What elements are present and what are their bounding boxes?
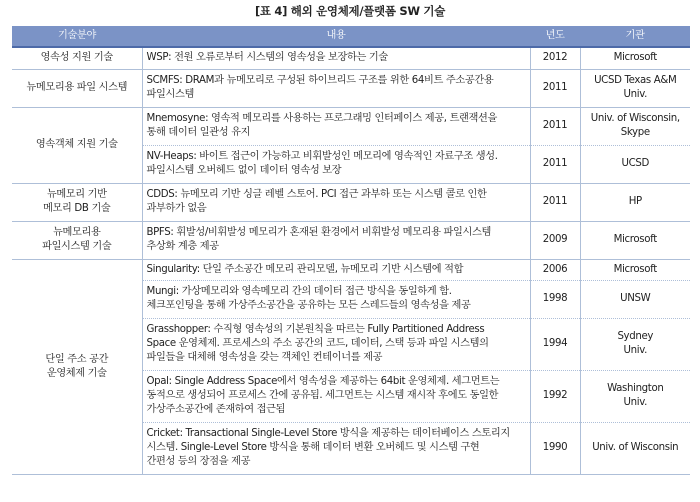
category-cell <box>12 69 142 107</box>
category-line: 뉴메모리 기반 <box>46 189 107 201</box>
content-line: CDDS: 뉴메모리 기반 싱글 레벨 스토어. PCI 접근 과부하 또는 시스템 콜로 인한 <box>146 189 487 201</box>
content-line: Grasshopper: 수직형 영속성의 기본원칙을 따르는 Fully Partitioned Address <box>146 324 485 336</box>
content-cell <box>142 259 530 280</box>
table-caption: [표 4] 해외 운영체제/플랫폼 SW 기술 <box>254 4 446 18</box>
category-cell <box>12 107 142 183</box>
content-cell <box>142 370 530 422</box>
category-line: 영속성 지원 기술 <box>40 52 113 64</box>
org-line: UNSW <box>620 293 651 305</box>
org-line: HP <box>628 196 642 208</box>
content-line: Space 운영체제. 프로세스의 주소 공간의 코드, 데이터, 스택 등과 파일 시스템의 <box>146 338 489 350</box>
content-line: Mnemosyne: 영속적 메모리를 사용하는 프로그래밍 인터페이스 제공, 트랜잭션을 <box>146 113 498 125</box>
org-cell <box>580 318 690 370</box>
header-content: 내용 <box>142 26 530 47</box>
category-line: 단일 주소 공간 <box>45 353 109 365</box>
org-cell <box>580 107 690 145</box>
content-cell <box>142 318 530 370</box>
content-line: SCMFS: DRAM과 뉴메모리로 구성된 하이브리드 구조를 위한 64비트 주소공간용 <box>146 75 494 87</box>
header-year: 년도 <box>530 26 580 47</box>
org-line: Microsoft <box>613 52 657 64</box>
table-row <box>12 259 690 280</box>
org-line: Washington <box>607 383 664 395</box>
category-cell <box>12 221 142 259</box>
content-line: NV-Heaps: 바이트 접근이 가능하고 비휘발성인 메모리에 영속적인 자료구조 생성. <box>146 151 498 163</box>
table-row <box>12 183 690 221</box>
org-line: Skype <box>620 127 650 138</box>
table-row <box>12 221 690 259</box>
year-cell: 1990 <box>530 422 580 474</box>
category-line: 영속객체 지원 기술 <box>35 139 118 151</box>
content-line: 과부하가 없음 <box>146 203 207 214</box>
header-category: 기술분야 <box>12 26 142 47</box>
category-line: 운영체제 기술 <box>46 367 107 379</box>
content-cell <box>142 47 530 69</box>
header-org: 기관 <box>580 26 690 47</box>
table-row <box>12 47 690 69</box>
content-line: 시스템. Single-Level Store 방식을 통해 데이터 변환 오버헤드 및 시스템 구현 <box>146 442 480 454</box>
content-line: 통해 데이터 일관성 유지 <box>146 127 251 138</box>
org-line: Univ. of Wisconsin <box>592 442 679 454</box>
year-cell: 1998 <box>530 280 580 318</box>
table-row <box>12 107 690 145</box>
tech-table <box>12 26 690 475</box>
category-line: 파일시스템 기술 <box>42 241 112 252</box>
org-cell <box>580 69 690 107</box>
org-cell <box>580 422 690 474</box>
year-cell: 1994 <box>530 318 580 370</box>
content-line: 체크포인팅을 통해 가상주소공간을 공유하는 모든 스레드들의 영속성을 제공 <box>146 300 471 311</box>
org-line: Microsoft <box>613 263 657 275</box>
org-line: Univ. <box>623 397 647 408</box>
year-cell: 2006 <box>530 259 580 280</box>
content-line: 파일시스템 오버헤드 없이 데이터 영속성 보장 <box>146 165 342 176</box>
year-cell: 2009 <box>530 221 580 259</box>
year-cell: 2011 <box>530 107 580 145</box>
content-cell <box>142 145 530 183</box>
content-line: Singularity: 단일 주소공간 메모리 관리모델, 뉴메모리 기반 시스템에 적합 <box>146 263 464 275</box>
category-line: 뉴메모리용 파일 시스템 <box>26 82 128 94</box>
content-line: Opal: Single Address Space에서 영속성을 제공하는 64bit 운영체제. 세그먼트는 <box>146 376 500 388</box>
content-cell <box>142 183 530 221</box>
content-cell <box>142 69 530 107</box>
year-cell: 2011 <box>530 183 580 221</box>
org-cell <box>580 47 690 69</box>
org-cell <box>580 370 690 422</box>
year-cell: 2011 <box>530 69 580 107</box>
org-cell <box>580 280 690 318</box>
year-cell: 2012 <box>530 47 580 69</box>
content-line: BPFS: 휘발성/비휘발성 메모리가 혼재된 환경에서 비휘발성 메모리용 파일시스템 <box>146 227 491 239</box>
content-cell <box>142 221 530 259</box>
org-line: Univ. of Wisconsin, <box>590 113 680 125</box>
content-cell <box>142 107 530 145</box>
org-cell <box>580 183 690 221</box>
category-line: 메모리 DB 기술 <box>43 203 111 214</box>
content-line: Mungi: 가상메모리와 영속메모리 간의 데이터 접근 방식을 동일하게 함. <box>146 286 452 298</box>
org-cell <box>580 221 690 259</box>
content-line: 동적으로 생성되어 프로세스 간에 공유됨. 세그먼트는 시스템 재시작 후에도 동일한 <box>146 390 499 402</box>
content-line: 파일들을 대체해 영속성을 갖는 객체인 컨테이너를 제공 <box>146 351 383 363</box>
org-line: Sydney <box>617 331 654 343</box>
content-line: 추상화 계층 제공 <box>146 241 219 252</box>
org-line: UCSD Texas A&M <box>594 75 677 87</box>
table-row <box>12 69 690 107</box>
org-cell <box>580 259 690 280</box>
org-line: Univ. <box>623 345 647 356</box>
table-header-row <box>12 26 690 47</box>
category-cell <box>12 259 142 474</box>
year-cell: 2011 <box>530 145 580 183</box>
content-line: 가상주소공간에 존재하여 접근됨 <box>146 403 286 415</box>
org-line: UCSD <box>621 158 649 170</box>
content-line: 파일시스템 <box>146 89 194 100</box>
org-line: Microsoft <box>613 234 657 246</box>
content-cell <box>142 422 530 474</box>
content-line: 간편성 등의 장점을 제공 <box>146 455 251 467</box>
category-cell <box>12 47 142 69</box>
content-line: WSP: 전원 오류로부터 시스템의 영속성을 보장하는 기술 <box>146 52 388 64</box>
category-cell <box>12 183 142 221</box>
category-line: 뉴메모리용 <box>53 227 101 239</box>
year-cell: 1992 <box>530 370 580 422</box>
content-line: Cricket: Transactional Single-Level Store 방식을 제공하는 데이터베이스 스토리지 <box>146 428 510 440</box>
org-line: Univ. <box>623 89 647 100</box>
content-cell <box>142 280 530 318</box>
org-cell <box>580 145 690 183</box>
